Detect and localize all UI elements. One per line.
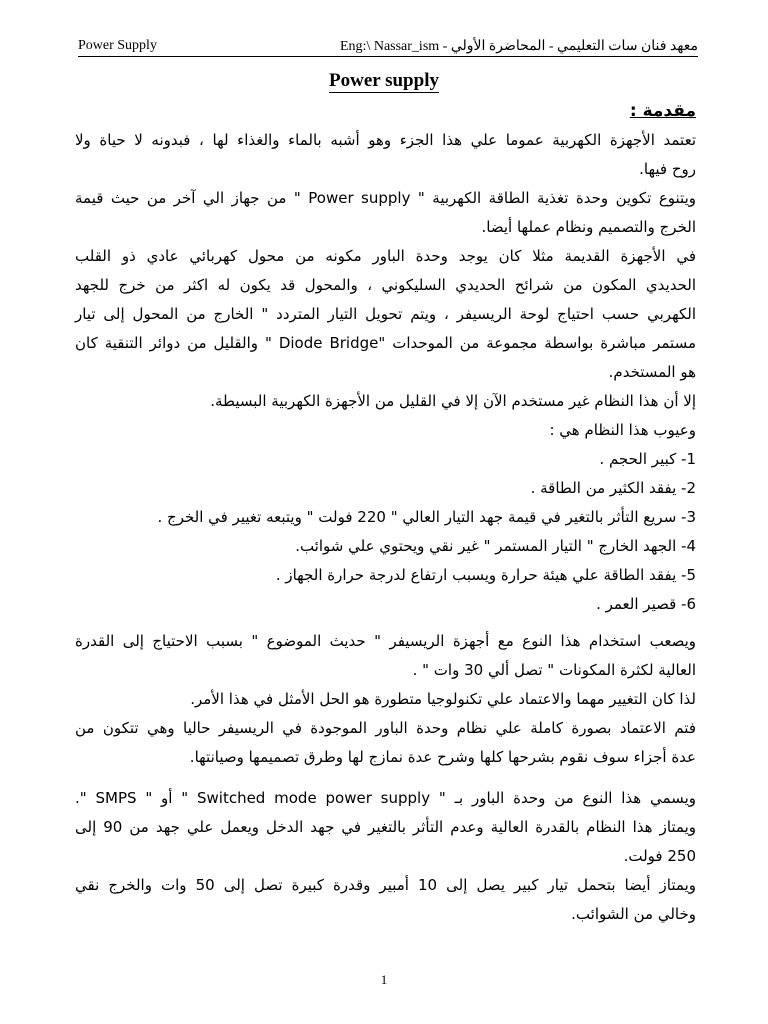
paragraph-3-line-2: الحديدي المكون من شرائح الحديدي السليكوني ، والمحول قد يكون له اكثر من خرج للجهد [75, 276, 696, 294]
list-item: 6- قصير العمر . [596, 595, 696, 613]
spacer [75, 619, 696, 627]
paragraph-7: لذا كان التغيير مهما والاعتماد علي تكنولوجيا متطورة هو الحل الأمثل في هذا الأمر. [190, 690, 696, 708]
spacer [75, 772, 696, 784]
paragraph-1-line-1: تعتمد الأجهزة الكهربية عموما علي هذا الجزء وهو أشبه بالماء والغذاء لها ، فبدونه لا حياة ولا [75, 131, 696, 149]
paragraph-6-line-1: ويصعب استخدام هذا النوع مع أجهزة الريسيفر " حديث الموضوع " بسبب الاحتياج إلى القدرة [75, 632, 696, 650]
paragraph-3-line-4: مستمر مباشرة بواسطة مجموعة من الموحدات "Diode Bridge " والقليل من دوائر التنقية كان [75, 334, 696, 352]
paragraph-4: إلا أن هذا النظام غير مستخدم الآن إلا في القليل من الأجهزة الكهربية البسيطة. [210, 392, 696, 410]
paragraph-6-line-2: العالية لكثرة المكونات " تصل ألي 30 وات " . [412, 661, 696, 679]
list-item: 1- كبير الحجم . [599, 450, 696, 468]
paragraph-1-line-2: روح فيها. [639, 160, 696, 178]
paragraph-3-line-1: في الأجهزة القديمة مثلا كان يوجد وحدة الباور مكونه من محول كهربائي عادي ذو القلب [75, 247, 696, 265]
list-item: 5- يفقد الطاقة علي هيئة حرارة ويسبب ارتفاع لدرجة حرارة الجهاز . [275, 566, 696, 584]
paragraph-9: ويسمي هذا النوع من وحدة الباور بـ " Switched mode power supply " أو " SMPS ". [75, 789, 696, 807]
paragraph-3-line-5: هو المستخدم. [608, 363, 696, 381]
paragraph-8-line-1: فتم الاعتماد بصورة كاملة علي نظام وحدة الباور الموجودة في الريسيفر حاليا وهي تتكون من [75, 719, 696, 737]
list-item: 2- يفقد الكثير من الطاقة . [530, 479, 696, 497]
paragraph-2-line-1: ويتنوع تكوين وحدة تغذية الطاقة الكهربية " Power supply " من جهاز الي آخر من حيث قيمة [75, 189, 696, 207]
paragraph-5: وعيوب هذا النظام هي : [549, 421, 696, 439]
section-subtitle: مقدمة : [629, 101, 696, 121]
page-header [78, 36, 698, 57]
paragraph-2-line-2: الخرج والتصميم ونظام عملها أيضا. [481, 218, 696, 236]
header-left-text: Power Supply [78, 38, 157, 53]
document-body [75, 96, 696, 929]
paragraph-10-line-2: 250 فولت. [623, 847, 696, 865]
list-item: 4- الجهد الخارج " التيار المستمر " غير نقي ويحتوي علي شوائب. [295, 537, 696, 555]
paragraph-8-line-2: عدة أجزاء سوف نقوم بشرحها كلها وشرح عدة نمازج لها وطرق تصميمها وصيانتها. [189, 748, 696, 766]
page-title-text: Power supply [329, 70, 439, 91]
page-title [0, 70, 768, 92]
paragraph-3-line-3: الكهربي حسب احتياج لوحة الريسيفر ، ويتم تحويل التيار المتردد " الخارج من المحول إلى تيار [75, 305, 696, 323]
defects-list [75, 445, 696, 619]
paragraph-10-line-1: ويمتاز هذا النظام بالقدرة العالية وعدم التأثر بالتغير في جهد الدخل ويعمل علي جهد من 90 إلى [75, 818, 696, 836]
paragraph-11-line-2: وخالي من الشوائب. [571, 905, 696, 923]
list-item: 3- سريع التأثر بالتغير في قيمة جهد التيار العالي " 220 فولت " ويتبعه تغيير في الخرج . [157, 508, 696, 526]
paragraph-11-line-1: ويمتاز أيضا بتحمل تيار كبير يصل إلى 10 أمبير وقدرة كبيرة تصل إلى 50 وات والخرج نقي [75, 876, 696, 894]
header-right-text: معهد فنان سات التعليمي - المحاضرة الأولي - Eng:\ Nassar_ism [340, 39, 698, 54]
page-number: 1 [380, 972, 388, 987]
